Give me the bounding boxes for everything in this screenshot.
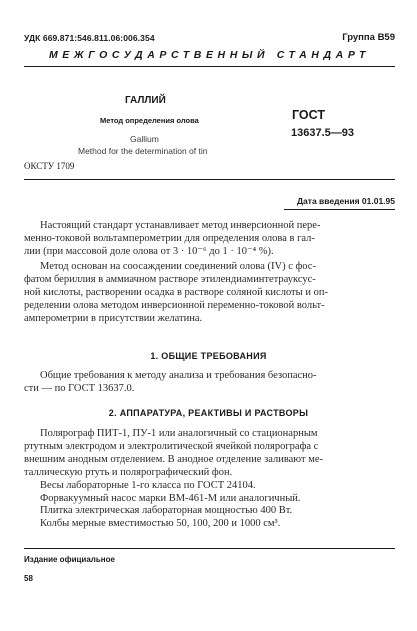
section-heading: 2. АППАРАТУРА, РЕАКТИВЫ И РАСТВОРЫ bbox=[108, 408, 309, 418]
header-rule bbox=[24, 66, 395, 67]
gost-number: 13637.5—93 bbox=[291, 127, 354, 139]
group-code: Группа В59 bbox=[342, 32, 395, 43]
method-paragraph bbox=[24, 261, 395, 326]
text-line: лии (при массовой доле олова от 3 · 10⁻⁶ до 1 · 10⁻⁴ %). bbox=[24, 245, 274, 257]
list-item: Форвакуумный насос марки ВМ-461-М или аналогичный. bbox=[40, 492, 301, 504]
effective-date: Дата введения 01.01.95 bbox=[297, 196, 395, 206]
text-line: внешним анодным отделением. В анодное отделение заливают ме- bbox=[24, 453, 324, 465]
text-line: амперометрии в присутствии желатина. bbox=[24, 312, 203, 324]
document-title: ГАЛЛИЙ bbox=[125, 95, 166, 106]
text-line: Настоящий стандарт устанавливает метод инверсионной пере- bbox=[40, 220, 321, 231]
intro-paragraph bbox=[24, 220, 395, 259]
text-line: сти — по ГОСТ 13637.0. bbox=[24, 382, 135, 394]
english-subtitle: Method for the determination of tin bbox=[78, 146, 208, 156]
standard-banner: МЕЖГОСУДАРСТВЕННЫЙ СТАНДАРТ bbox=[48, 49, 371, 61]
document-subtitle: Метод определения олова bbox=[100, 116, 199, 125]
page-number: 58 bbox=[24, 574, 33, 583]
section-heading: 1. ОБЩИЕ ТРЕБОВАНИЯ bbox=[150, 351, 267, 361]
text-line: менно-токовой вольтамперометрии для определения олова в гал- bbox=[24, 232, 315, 244]
text-line: Общие требования к методу анализа и требования безопасно- bbox=[40, 370, 317, 381]
gost-label: ГОСТ bbox=[292, 108, 325, 122]
apparatus-paragraph bbox=[24, 428, 395, 531]
text-line: таллическую ртуть и полярографический фон. bbox=[24, 466, 233, 478]
english-title: Gallium bbox=[130, 134, 159, 144]
text-line: фатом бериллия в аммиачном растворе этилендиаминтетрауксус- bbox=[24, 273, 316, 285]
list-item: Плитка электрическая лабораторная мощностью 400 Вт. bbox=[40, 505, 293, 517]
text-line: ределении олова методом инверсионной переменно-токовой вольт- bbox=[24, 299, 325, 311]
footer-rule bbox=[24, 548, 395, 549]
general-requirements-paragraph bbox=[24, 370, 395, 396]
text-line: Метод основан на соосаждении соединений олова (IV) с фос- bbox=[40, 261, 316, 272]
list-item: Весы лабораторные 1-го класса по ГОСТ 24104. bbox=[40, 479, 256, 491]
text-line: Полярограф ПИТ-1, ПУ-1 или аналогичный со стационарным bbox=[40, 428, 318, 439]
text-line: ртутным электродом и электролитической ячейкой полярографа с bbox=[24, 440, 319, 452]
udk-code: УДК 669.871:546.811.06:006.354 bbox=[24, 33, 155, 43]
title-block-rule bbox=[24, 179, 395, 180]
edition-label: Издание официальное bbox=[24, 555, 115, 564]
date-underline bbox=[284, 209, 395, 210]
okstu-code: ОКСТУ 1709 bbox=[24, 161, 75, 171]
list-item: Колбы мерные вместимостью 50, 100, 200 и 1000 см³. bbox=[40, 518, 281, 530]
text-line: ной кислоты, растворении осадка в растворе соляной кислоты и оп- bbox=[24, 286, 328, 298]
